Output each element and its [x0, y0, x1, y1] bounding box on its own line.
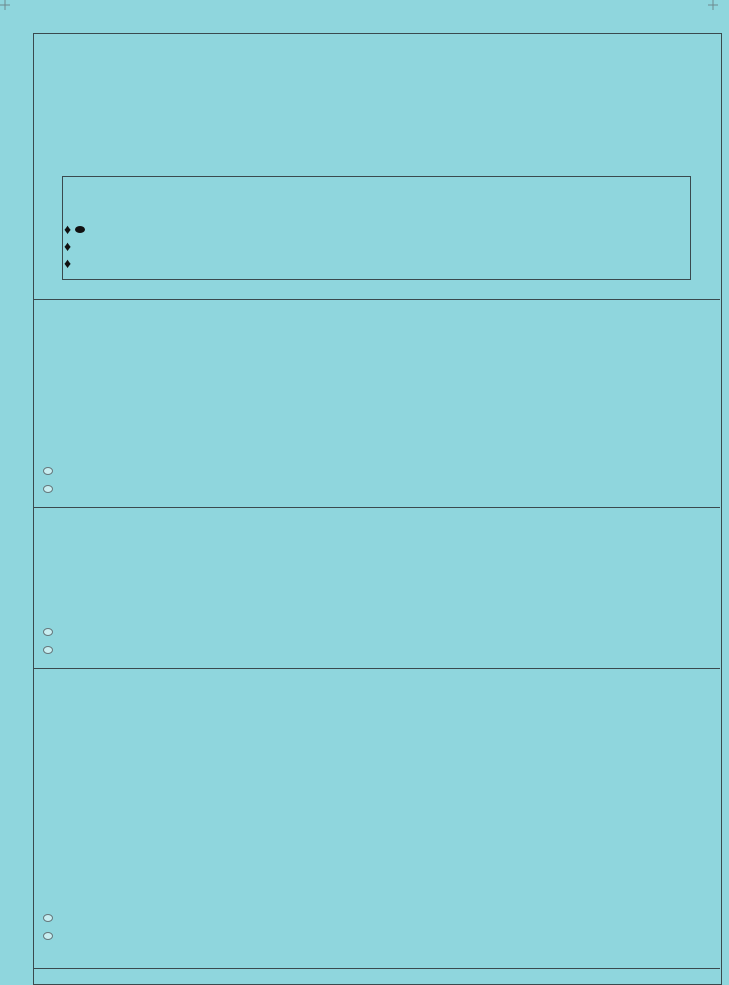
divider	[33, 968, 720, 969]
oval-icon[interactable]	[43, 646, 53, 654]
divider	[33, 299, 720, 300]
question-1-yes-option[interactable]	[43, 463, 62, 479]
registration-mark-icon	[708, 0, 718, 10]
instruction-item	[64, 221, 85, 238]
registration-mark-icon	[0, 0, 10, 10]
instruction-item	[64, 238, 85, 255]
timing-marks-top	[14, 16, 729, 28]
oval-icon[interactable]	[43, 914, 53, 922]
oval-icon[interactable]	[43, 628, 53, 636]
instructions-list	[64, 221, 85, 272]
filled-oval-icon	[75, 226, 85, 233]
question-1-no-option[interactable]	[43, 481, 62, 497]
oval-icon[interactable]	[43, 467, 53, 475]
divider	[33, 507, 720, 508]
divider	[33, 668, 720, 669]
question-2-yes-option[interactable]	[43, 624, 62, 640]
question-2-no-option[interactable]	[43, 642, 62, 658]
instructions-box	[62, 176, 691, 280]
question-3-no-option[interactable]	[43, 928, 62, 944]
instruction-item	[64, 255, 85, 272]
oval-icon[interactable]	[43, 932, 53, 940]
oval-icon[interactable]	[43, 485, 53, 493]
timing-marks-left	[3, 36, 9, 976]
question-3-yes-option[interactable]	[43, 910, 62, 926]
